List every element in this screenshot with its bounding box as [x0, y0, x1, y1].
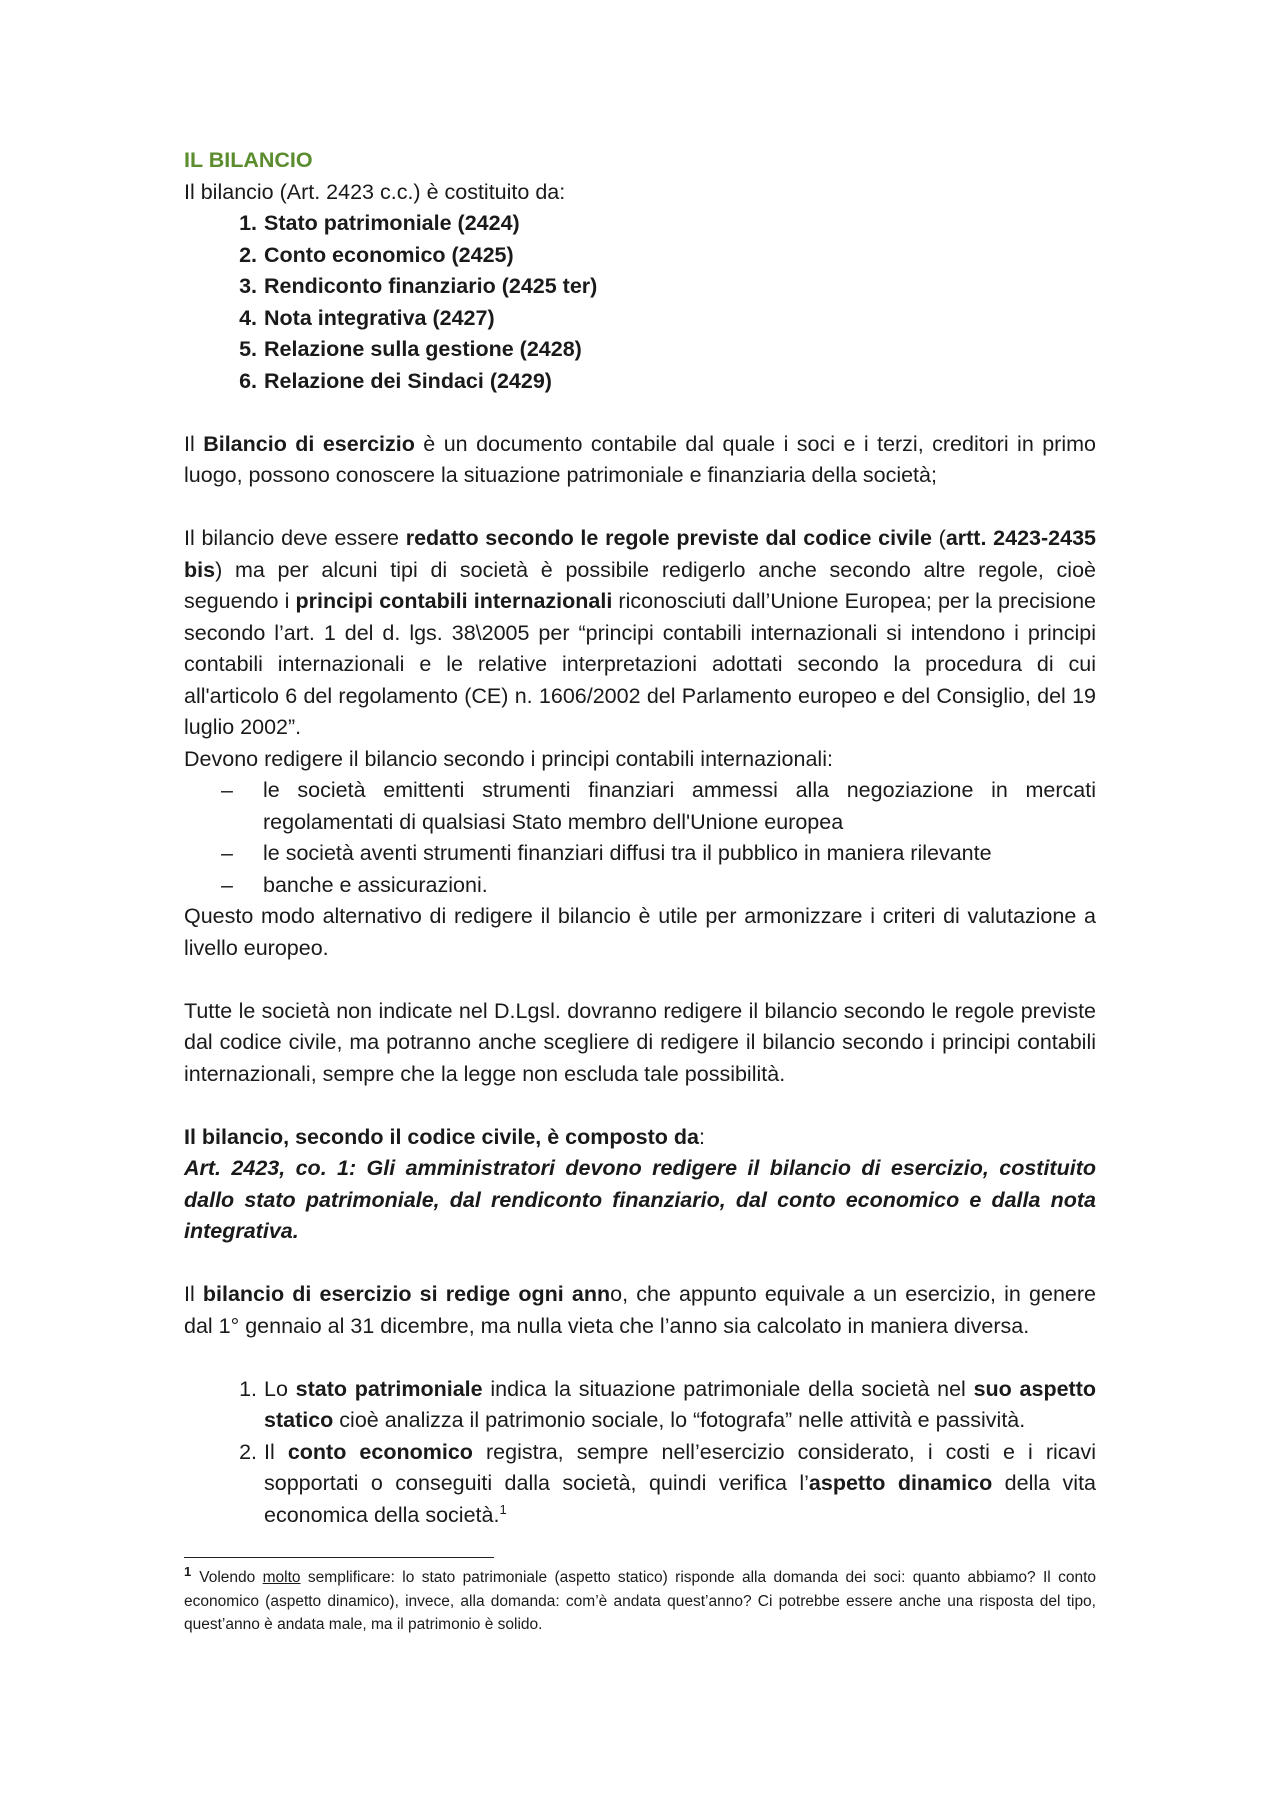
list-item: 4. Nota integrativa (2427) — [263, 303, 1096, 335]
page-title: IL BILANCIO — [184, 148, 313, 172]
list-item: 2. Conto economico (2425) — [263, 240, 1096, 272]
dash-bullet: – — [221, 872, 233, 897]
dash-bullet: – — [221, 841, 233, 865]
list-item: – le società emittenti strumenti finanziari ammessi alla negoziazione in mercati regolamentati di qualsiasi Stato membro dell'Unione europea — [263, 775, 1096, 838]
paragraph-composto: Il bilancio, secondo il codice civile, è composto da: — [184, 1124, 705, 1149]
components-list — [184, 208, 1096, 397]
definitions-list — [184, 1374, 1096, 1532]
footnote-number: 1 — [184, 1563, 192, 1579]
article-quote: Art. 2423, co. 1: Gli amministratori devono redigere il bilancio di esercizio, costituito dallo stato patrimoniale, dal rendiconto finanziario, dal conto economico e dalla nota integrativa. — [184, 1156, 1096, 1243]
list-item: 3. Rendiconto finanziario (2425 ter) — [263, 271, 1096, 303]
paragraph-ogni-anno: Il bilancio di esercizio si redige ogni anno, che appunto equivale a un esercizio, in genere dal 1° gennaio al 31 dicembre, ma nulla vieta che l’anno sia calcolato in maniera diversa. — [184, 1282, 1096, 1338]
footnote: $^1$ Volendo molto semplificare: lo stato patrimoniale (aspetto statico) risponde alla domanda dei soci: quanto abbiamo? Il conto economico (aspetto dinamico), invece, alla domanda: com’è andata quest’anno? Ci potrebbe essere anche una risposta del tipo, quest’anno è andata male, ma il patrimonio è solido. — [184, 1563, 1096, 1633]
paragraph-bilancio-esercizio: Il Bilancio di esercizio è un documento contabile dal quale i soci e i terzi, creditori in primo luogo, possono conoscere la situazione patrimoniale e finanziaria della società; — [184, 431, 1096, 487]
list-item: 1. Stato patrimoniale (2424) — [263, 208, 1096, 240]
paragraph-tutte-societa: Tutte le società non indicate nel D.Lgsl. dovranno redigere il bilancio secondo le regole previste dal codice civile, ma potranno anche scegliere di redigere il bilancio secondo i principi contabili internazionali, sempre che la legge non escluda tale possibilità. — [184, 998, 1096, 1086]
list-item: 1. Lo stato patrimoniale indica la situazione patrimoniale della società nel suo aspetto statico cioè analizza il patrimonio sociale, lo “fotografa” nelle attività e passività. — [263, 1374, 1096, 1437]
paragraph-alternativo: Questo modo alternativo di redigere il bilancio è utile per armonizzare i criteri di valutazione a livello europeo. — [184, 904, 1096, 960]
list-item: 5. Relazione sulla gestione (2428) — [263, 334, 1096, 366]
list-item: – le società aventi strumenti finanziari diffusi tra il pubblico in maniera rilevante — [263, 838, 1096, 870]
footnote-divider — [184, 1557, 494, 1558]
paragraph-regole: Il bilancio deve essere redatto secondo le regole previste dal codice civile (artt. 2423-2435 bis) ma per alcuni tipi di società è possibile redigerlo anche secondo altre regole, cioè seguendo i principi contabili internazionali riconosciuti dall’Unione Europea; per la precisione secondo l’art. 1 del d. lgs. 38\2005 per “principi contabili internazionali si intendono i principi contabili internazionali e le relative interpretazioni adottati secondo la procedura di cui all'articolo 6 del regolamento (CE) n. 1606/2002 del Parlamento europeo e del Consiglio, del 19 luglio 2002”. — [184, 526, 1096, 739]
list-item: – banche e assicurazioni. — [263, 870, 1096, 902]
dash-bullet: – — [221, 778, 233, 802]
list-item: 6. Relazione dei Sindaci (2429) — [263, 366, 1096, 398]
footnote-reference[interactable]: 1 — [499, 1501, 507, 1517]
paragraph-devono: Devono redigere il bilancio secondo i principi contabili internazionali: — [184, 746, 833, 771]
list-item: 2. Il conto economico registra, sempre nell’esercizio considerato, i costi e i ricavi sopportati o conseguiti dalla società, quindi verifica l’aspetto dinamico della vita economica della società.$^1$ — [263, 1437, 1096, 1532]
dash-list — [184, 775, 1096, 901]
intro-text: Il bilancio (Art. 2423 c.c.) è costituito da: — [184, 179, 566, 204]
